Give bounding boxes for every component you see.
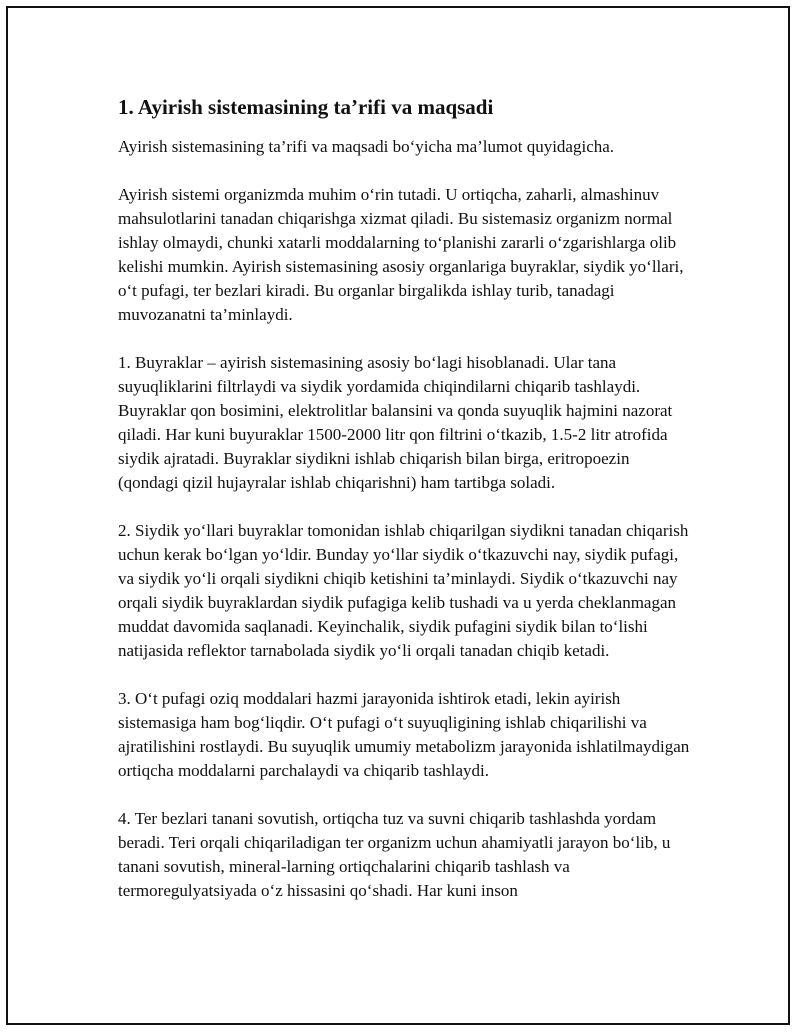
document-body xyxy=(118,93,693,927)
section-heading: 1. Ayirish sistemasining ta’rifi va maqsadi xyxy=(118,95,494,119)
overview-paragraph: Ayirish sistemi organizmda muhim o‘rin tutadi. U ortiqcha, zaharli, almashinuv mahsulotlarini tanadan chiqarishga xizmat qiladi. Bu sistemasiz organizm normal ishlay olmaydi, chunki xatarli moddalarning to‘planishi zararli o‘zgarishlarga olib kelishi mumkin. Ayirish sistemasining asosiy organlariga buyraklar, siydik yo‘llari, o‘t pufagi, ter bezlari kiradi. Bu organlar birgalikda ishlay turib, tanadagi muvozanatni ta’minlaydi. xyxy=(118,185,684,324)
gallbladder-paragraph: 3. O‘t pufagi oziq moddalari hazmi jarayonida ishtirok etadi, lekin ayirish sistemasiga ham bog‘liqdir. O‘t pufagi o‘t suyuqligining ishlab chiqarilishi va ajratilishini rostlaydi. Bu suyuqlik umumiy metabolizm jarayonida ishlatilmaydigan ortiqcha moddalarni parchalaydi va chiqarib tashlaydi. xyxy=(118,689,690,780)
kidneys-paragraph: 1. Buyraklar – ayirish sistemasining asosiy bo‘lagi hisoblanadi. Ular tana suyuqliklarini filtrlaydi va siydik yordamida chiqindilarni chiqarib tashlaydi. Buyraklar qon bosimini, elektrolitlar balansini va qonda suyuqlik hajmini nazorat qiladi. Har kuni buyuraklar 1500-2000 litr qon filtrini o‘tkazib, 1.5-2 litr atrofida siydik ajratadi. Buyraklar siydikni ishlab chiqarish bilan birga, eritropoezin (qondagi qizil hujayralar ishlab chiqarishni) ham tartibga soladi. xyxy=(118,353,673,492)
sweat-glands-paragraph: 4. Ter bezlari tanani sovutish, ortiqcha tuz va suvni chiqarib tashlashda yordam beradi. Teri orqali chiqariladigan ter organizm uchun ahamiyatli jarayon bo‘lib, u tanani sovutish, mineral-larning ortiqchalarini chiqarib tashlash va termoregulyatsiyada o‘z hissasini qo‘shadi. Har kuni inson xyxy=(118,809,671,900)
urinary-tract-paragraph: 2. Siydik yo‘llari buyraklar tomonidan ishlab chiqarilgan siydikni tanadan chiqarish uchun kerak bo‘lgan yo‘ldir. Bunday yo‘llar siydik o‘tkazuvchi nay, siydik pufagi, va siydik yo‘li orqali siydikni chiqib ketishini ta’minlaydi. Siydik o‘tkazuvchi nay orqali siydik buyraklardan siydik pufagiga kelib tushadi va u yerda cheklanmagan muddat davomida saqlanadi. Keyinchalik, siydik pufagini siydik bilan to‘lishi natijasida reflektor tarnabolada siydik yo‘li orqali tanadan chiqib ketadi. xyxy=(118,521,689,660)
intro-paragraph: Ayirish sistemasining ta’rifi va maqsadi bo‘yicha ma’lumot quyidagicha. xyxy=(118,137,615,156)
